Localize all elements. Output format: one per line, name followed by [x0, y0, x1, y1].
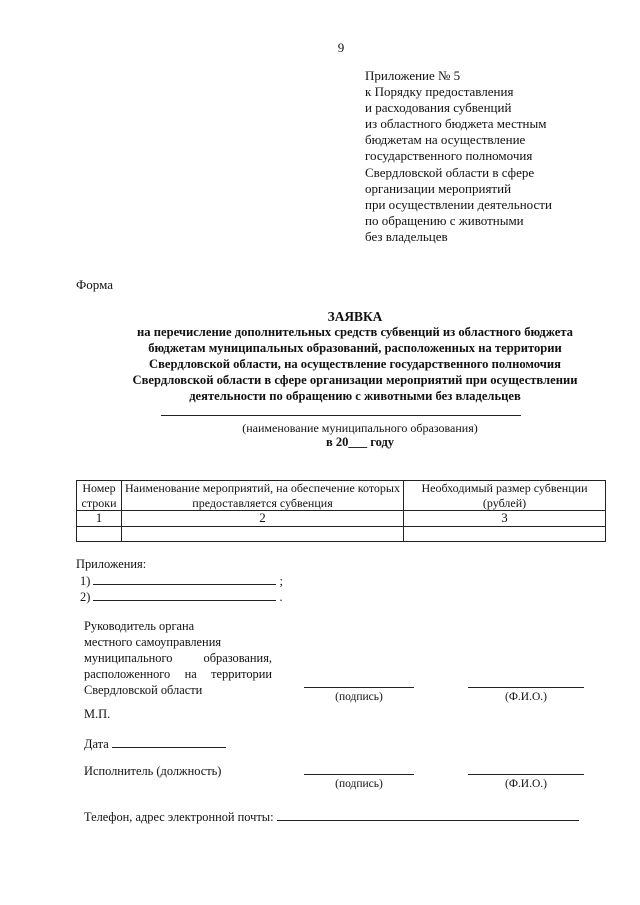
appendix-line: организации мероприятий [365, 180, 512, 196]
column-number: 2 [122, 511, 404, 527]
head-word: расположенного [84, 667, 171, 681]
appendix-line: и расходования субвенций [365, 100, 512, 116]
head-fio-line[interactable] [468, 687, 584, 688]
contact-input-line[interactable] [277, 809, 579, 821]
appendix-line: при осуществлении деятельности [365, 196, 552, 212]
attachment-item-end: ; [279, 574, 283, 588]
head-line: местного самоуправления [84, 635, 222, 649]
signature-caption: (подпись) [335, 691, 383, 703]
subtitle-line: бюджетам муниципальных образований, расположенных на территории [148, 341, 562, 356]
subtitle-line: Свердловской области в сфере организации мероприятий при осуществлении [132, 373, 578, 388]
subtitle-line: деятельности по обращению с животными без владельцев [189, 389, 521, 404]
table-cell[interactable] [404, 526, 606, 541]
executor-label: Исполнитель (должность) [84, 764, 222, 778]
attachment-item-2 [80, 589, 283, 605]
column-number: 1 [77, 511, 122, 527]
attachment-item-number: 1) [80, 574, 91, 588]
header-activity-name: Наименование мероприятий, на обеспечение которых предоставляется субвенция [122, 481, 404, 511]
appendix-line: из областного бюджета местным [365, 116, 547, 132]
head-word: на [184, 667, 197, 681]
attachment-item-number: 2) [80, 590, 91, 604]
document-title: ЗАЯВКА [327, 309, 383, 324]
date-row [84, 736, 226, 752]
head-line [84, 666, 272, 682]
attachment-input-line[interactable] [93, 589, 276, 601]
executor-signature-line[interactable] [304, 774, 414, 775]
attachment-item-1 [80, 573, 283, 589]
head-word: территории [211, 667, 272, 681]
attachment-item-end: . [279, 590, 283, 604]
year-line: в 20___ году [325, 435, 395, 449]
signature-caption: (подпись) [335, 778, 383, 790]
head-line: Свердловской области [84, 683, 203, 697]
appendix-block [365, 68, 552, 245]
table-cell[interactable] [122, 526, 404, 541]
table-row [77, 526, 606, 541]
appendix-line: государственного полномочия [365, 148, 533, 164]
stamp-label: М.П. [84, 707, 111, 721]
municipality-caption: (наименование муниципального образования) [242, 421, 478, 435]
head-word: образования, [203, 651, 272, 665]
date-label: Дата [84, 737, 109, 751]
page-number: 9 [337, 40, 345, 55]
appendix-line: Приложение № 5 [365, 68, 461, 83]
document-subtitle [70, 324, 640, 404]
appendix-line: по обращению с животными [365, 212, 524, 228]
appendix-line: к Порядку предоставления [365, 84, 514, 100]
municipality-name-line[interactable] [161, 415, 521, 416]
contact-row [84, 809, 579, 825]
header-subvention-amount: Необходимый размер субвенции (рублей) [404, 481, 606, 511]
head-signature-line[interactable] [304, 687, 414, 688]
date-input-line[interactable] [112, 736, 226, 748]
head-line [84, 650, 272, 666]
contact-label: Телефон, адрес электронной почты: [84, 810, 274, 824]
fio-caption: (Ф.И.О.) [505, 691, 547, 703]
column-number: 3 [404, 511, 606, 527]
table-number-row [77, 511, 606, 527]
executor-fio-line[interactable] [468, 774, 584, 775]
subvention-table [76, 480, 606, 542]
appendix-line: без владельцев [365, 228, 448, 244]
table-cell[interactable] [77, 526, 122, 541]
header-row-number: Номер строки [77, 481, 122, 511]
fio-caption: (Ф.И.О.) [505, 778, 547, 790]
head-of-authority-label [84, 618, 272, 698]
appendix-line: Свердловской области в сфере [365, 164, 535, 180]
subtitle-line: на перечисление дополнительных средств субвенций из областного бюджета [137, 325, 573, 339]
attachments-label: Приложения: [76, 557, 147, 571]
head-word: муниципального [84, 651, 173, 665]
form-label: Форма [76, 277, 113, 292]
head-line: Руководитель органа [84, 619, 195, 633]
attachment-input-line[interactable] [93, 573, 276, 585]
subtitle-line: Свердловской области, на осуществление государственного полномочия [149, 357, 561, 372]
table-header-row [77, 481, 606, 511]
appendix-line: бюджетам на осуществление [365, 132, 526, 148]
